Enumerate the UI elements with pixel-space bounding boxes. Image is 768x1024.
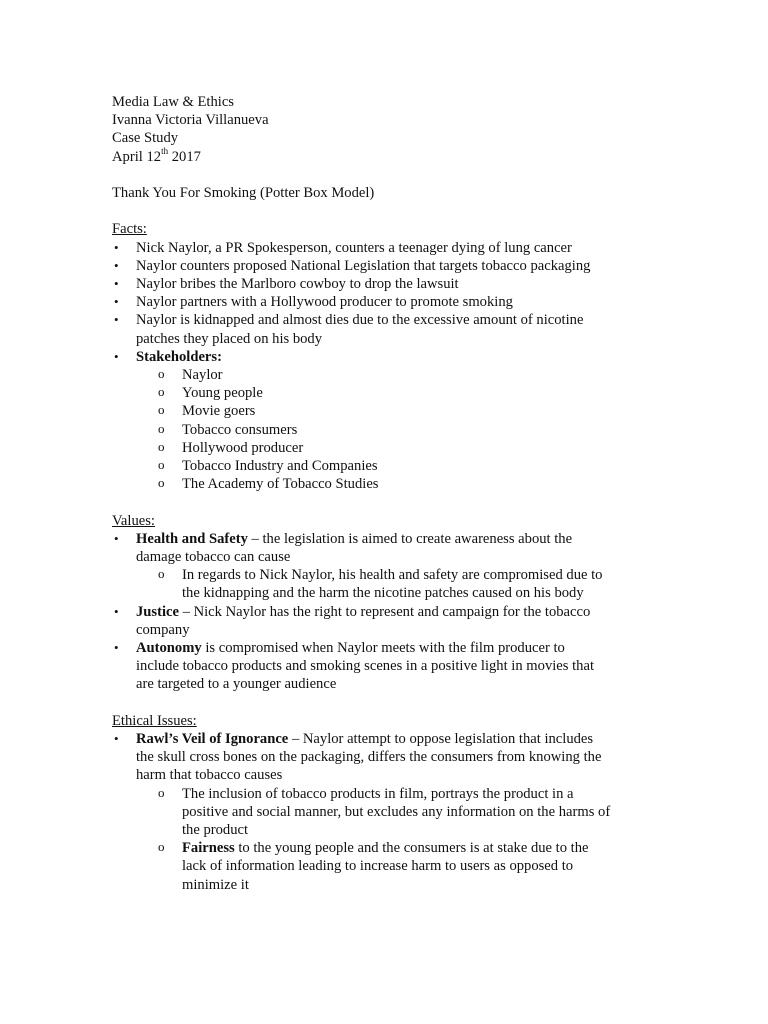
bullet-icon: • (114, 239, 119, 255)
list-item: o Fairness to the young people and the consumers is at stake due to the lack of information leading to increase harm to users as opposed to minimize it (158, 839, 589, 893)
list-item-justice: • Justice – Nick Naylor has the right to represent and campaign for the tobacco company (114, 603, 591, 638)
ethical-issues-heading: Ethical Issues: (112, 712, 197, 729)
list-item-health: • Health and Safety – the legislation is aimed to create awareness about the damage tobacco can cause o In regards to Nick Naylor, his health and safety are compromised due to the kidnapping and the harm the nicotine patches caused on his body (112, 530, 652, 603)
list-item: • Naylor partners with a Hollywood producer to promote smoking (114, 294, 513, 311)
bullet-icon: • (114, 312, 119, 328)
list-item: • Naylor is kidnapped and almost dies due to the excessive amount of nicotine patches they placed on his body (114, 312, 584, 347)
document-date: April 12th 2017 (112, 145, 201, 165)
bullet-icon: • (114, 530, 119, 546)
sub-bullet-icon: o (158, 366, 165, 382)
list-item-rawls: • Rawl’s Veil of Ignorance – Naylor attempt to oppose legislation that includes the skull cross bones on the packaging, differs the consumers from knowing the harm that tobacco causes o The inclusion of tobacco products in film, portrays the product in a positive and social manner, but excludes any information on the harms of the product o Fairness to the young people and the consumers is at stake due to the lack of information leading to increase harm to users as opposed to minimize it (112, 730, 652, 894)
sub-bullet-icon: o (158, 420, 165, 436)
bullet-icon: • (114, 603, 119, 619)
list-item: o In regards to Nick Naylor, his health and safety are compromised due to the kidnapping and the harm the nicotine patches caused on his body (158, 566, 603, 602)
sub-bullet-icon: o (158, 384, 165, 400)
bullet-icon: • (114, 348, 119, 364)
list-item: o The inclusion of tobacco products in film, portrays the product in a positive and social manner, but excludes any information on the harms of the product (158, 784, 611, 839)
document-title: Thank You For Smoking (Potter Box Model) (112, 185, 375, 201)
bullet-icon: • (114, 294, 119, 310)
sub-bullet-icon: o (158, 457, 165, 473)
document-type: Case Study (112, 130, 179, 147)
sub-bullet-icon: o (158, 784, 165, 800)
facts-list (112, 239, 652, 494)
ethical-issues-list (112, 730, 652, 894)
bullet-icon: • (114, 731, 119, 747)
list-item-stakeholders (112, 348, 652, 494)
list-item-autonomy: • Autonomy is compromised when Naylor meets with the film producer to include tobacco products and smoking scenes in a positive light in movies that are targeted to a younger audience (114, 640, 594, 693)
list-item: • Naylor bribes the Marlboro cowboy to drop the lawsuit (114, 276, 459, 292)
list-item: o Naylor (158, 366, 223, 384)
facts-heading: Facts: (112, 221, 147, 238)
list-item: • Nick Naylor, a PR Spokesperson, counters a teenager dying of lung cancer (114, 239, 572, 256)
list-item: o Hollywood producer (158, 438, 304, 456)
list-item: o The Academy of Tobacco Studies (158, 475, 379, 493)
list-item: • Naylor counters proposed National Legislation that targets tobacco packaging (114, 257, 591, 274)
sub-bullet-icon: o (158, 475, 165, 491)
sub-bullet-icon: o (158, 438, 165, 454)
list-item: o Movie goers (158, 402, 256, 420)
list-item: o Tobacco Industry and Companies (158, 457, 378, 475)
values-heading: Values: (112, 512, 155, 529)
rawls-sublist (158, 785, 652, 894)
list-item: o Young people (158, 384, 263, 402)
sub-bullet-icon: o (158, 566, 165, 582)
values-list (112, 530, 652, 694)
sub-bullet-icon: o (158, 402, 165, 418)
stakeholders-label: Stakeholders: (136, 348, 222, 365)
list-item: o Tobacco consumers (158, 420, 298, 438)
bullet-icon: • (114, 276, 119, 291)
document-page (112, 93, 652, 894)
author-name: Ivanna Victoria Villanueva (112, 112, 269, 129)
health-sublist (158, 566, 652, 602)
sub-bullet-icon: o (158, 839, 165, 855)
bullet-icon: • (114, 257, 119, 273)
stakeholders-list (158, 366, 652, 493)
bullet-icon: • (114, 640, 119, 656)
course-name: Media Law & Ethics (112, 94, 234, 110)
